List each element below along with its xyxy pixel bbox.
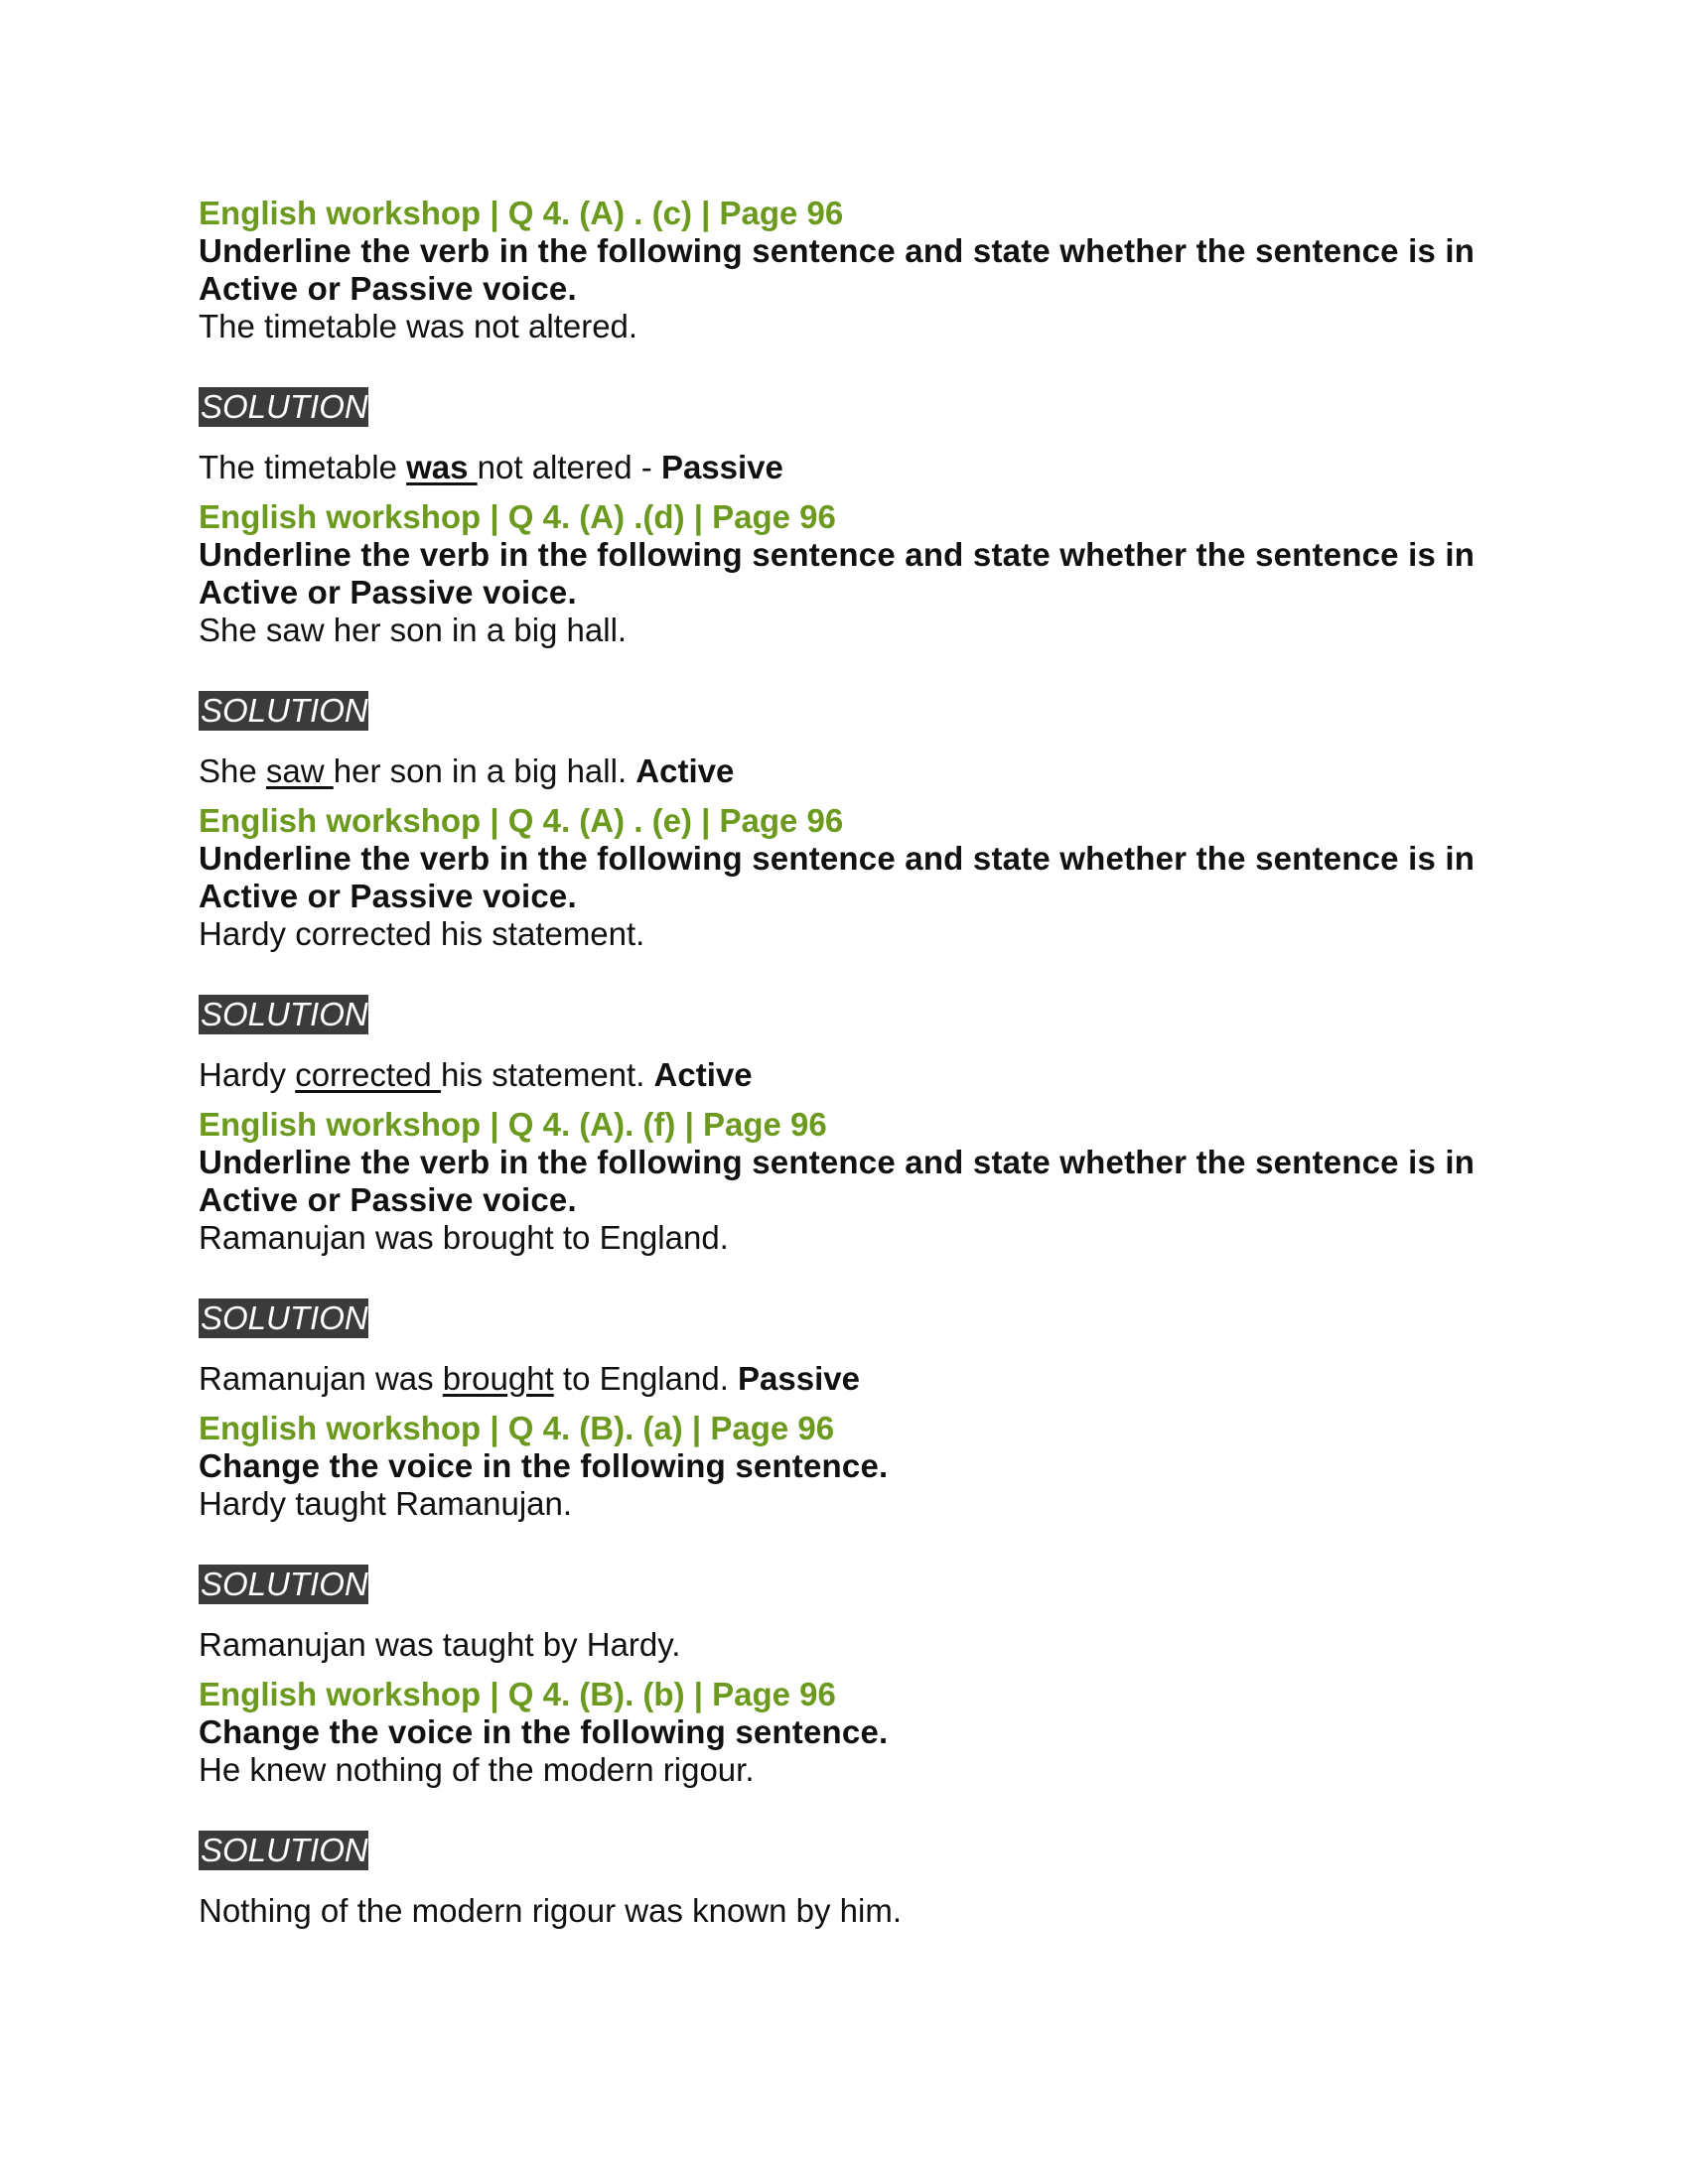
answer-text: his statement. — [440, 1056, 654, 1093]
question-sentence: She saw her son in a big hall. — [199, 612, 628, 648]
voice-label: Active — [635, 752, 735, 789]
question-heading: English workshop | Q 4. (B). (b) | Page 96 — [199, 1676, 836, 1712]
instruction-line: Underline the verb in the following sentence and state whether the sentence is in — [199, 536, 1476, 573]
voice-label: Active — [653, 1056, 753, 1093]
instruction-line: Underline the verb in the following sentence and state whether the sentence is in — [199, 840, 1476, 877]
solution-label: SOLUTION — [201, 692, 368, 729]
instruction-line: Active or Passive voice. — [199, 574, 577, 611]
answer-text: to England. — [553, 1360, 739, 1397]
instruction-line: Active or Passive voice. — [199, 878, 577, 914]
answer-text: Hardy — [199, 1056, 296, 1093]
question-block — [199, 1676, 1489, 1930]
instruction-line: Underline the verb in the following sentence and state whether the sentence is in — [199, 232, 1476, 269]
solution-label: SOLUTION — [201, 388, 368, 425]
instruction-line: Underline the verb in the following sentence and state whether the sentence is in — [199, 1144, 1476, 1180]
question-instruction: Change the voice in the following sentence. — [199, 1447, 889, 1484]
question-heading: English workshop | Q 4. (A) . (c) | Page 96 — [199, 195, 844, 231]
question-sentence: Ramanujan was brought to England. — [199, 1219, 729, 1256]
solution-answer — [199, 1056, 1489, 1094]
question-heading: English workshop | Q 4. (B). (a) | Page 96 — [199, 1410, 835, 1446]
instruction-line: Active or Passive voice. — [199, 270, 577, 307]
question-sentence: The timetable was not altered. — [199, 308, 638, 344]
underlined-verb: corrected — [295, 1056, 441, 1093]
question-sentence: Hardy taught Ramanujan. — [199, 1485, 573, 1522]
voice-label: Passive — [660, 449, 783, 485]
solution-label: SOLUTION — [201, 1299, 368, 1336]
question-instruction: Change the voice in the following sentence. — [199, 1713, 889, 1750]
answer-text: her son in a big hall. — [333, 752, 636, 789]
solution-answer — [199, 752, 1489, 790]
question-sentence: He knew nothing of the modern rigour. — [199, 1751, 755, 1788]
question-block — [199, 1410, 1489, 1664]
question-block — [199, 1106, 1489, 1398]
underlined-verb: saw — [265, 752, 334, 789]
document-page — [199, 195, 1489, 1942]
question-sentence: Hardy corrected his statement. — [199, 915, 645, 952]
voice-label: Passive — [738, 1360, 860, 1397]
question-heading: English workshop | Q 4. (A) . (e) | Page 96 — [199, 802, 844, 839]
question-instruction — [199, 536, 1489, 612]
answer-text: not altered - — [477, 449, 661, 485]
question-heading: English workshop | Q 4. (A). (f) | Page 96 — [199, 1106, 827, 1143]
solution-label: SOLUTION — [201, 1832, 368, 1868]
instruction-line: Active or Passive voice. — [199, 1181, 577, 1218]
answer-text: She — [199, 752, 266, 789]
answer-text: Ramanujan was — [199, 1360, 443, 1397]
solution-label: SOLUTION — [201, 1566, 368, 1602]
question-block — [199, 498, 1489, 790]
question-instruction — [199, 232, 1489, 308]
question-instruction — [199, 840, 1489, 915]
underlined-verb: brought — [442, 1360, 554, 1397]
solution-answer — [199, 1360, 1489, 1398]
question-block — [199, 195, 1489, 486]
question-instruction — [199, 1144, 1489, 1219]
answer-text: The timetable — [199, 449, 407, 485]
solution-answer: Ramanujan was taught by Hardy. — [199, 1626, 681, 1663]
solution-answer: Nothing of the modern rigour was known by him. — [199, 1892, 903, 1929]
solution-label: SOLUTION — [201, 996, 368, 1032]
question-heading: English workshop | Q 4. (A) .(d) | Page 96 — [199, 498, 836, 535]
solution-answer — [199, 449, 1489, 486]
question-block — [199, 802, 1489, 1094]
underlined-verb: was — [406, 449, 478, 485]
